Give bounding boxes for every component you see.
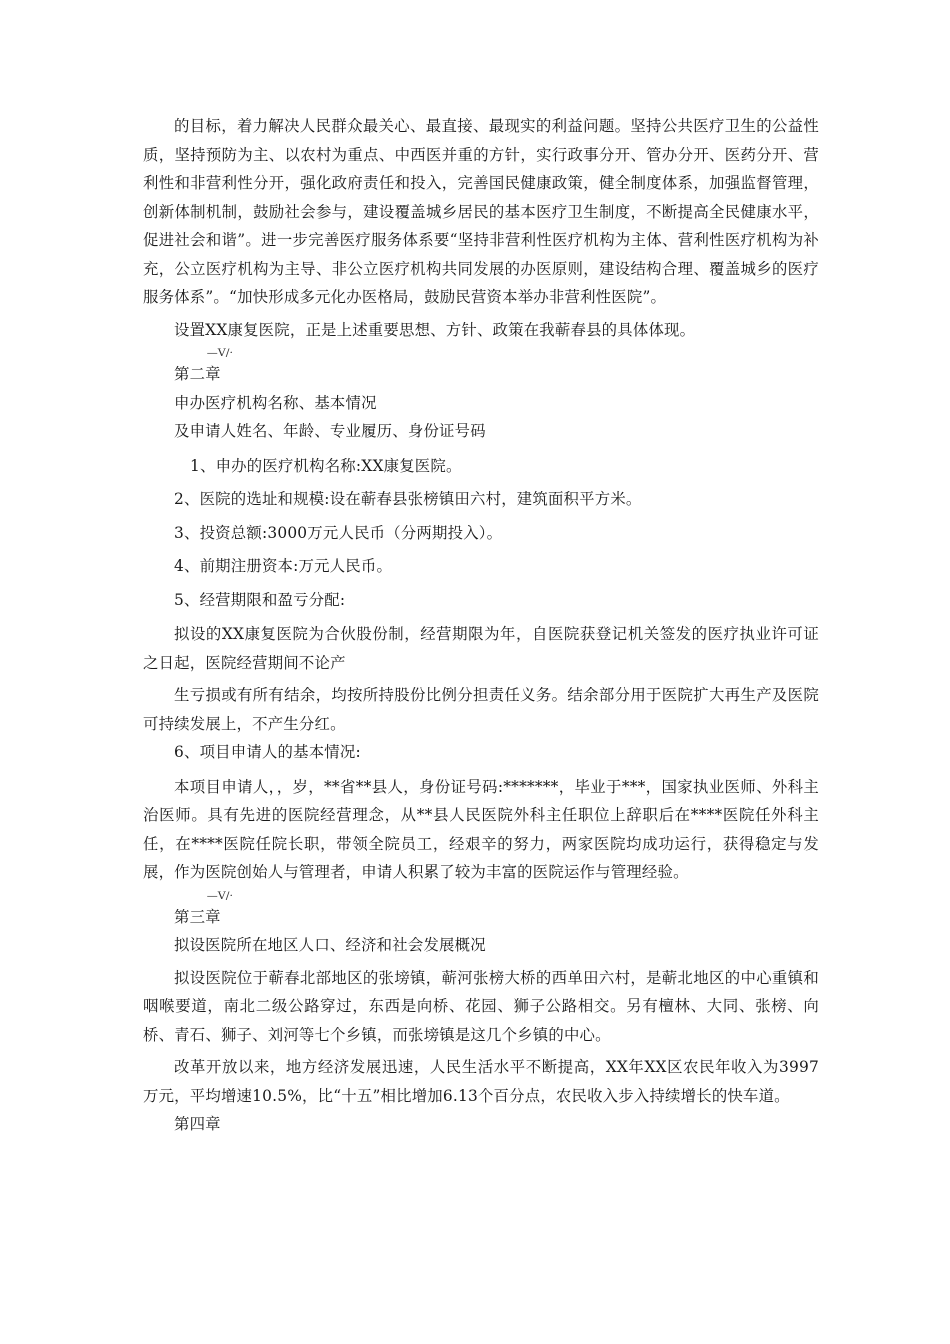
- chapter-3-title: 第三章: [174, 907, 221, 926]
- list-item: 6、项目申请人的基本情况:: [174, 743, 361, 761]
- document-page: [143, 112, 819, 1139]
- list-item: 1、申办的医疗机构名称:XX康复医院。: [190, 456, 462, 475]
- paragraph-location: 拟设医院位于蕲春北部地区的张塝镇，蕲河张榜大桥的西单田六村，是蕲北地区的中心重镇和咽喉要道，南北二级公路穿过，东西是向桥、花园、狮子公路相交。另有檀林、大同、张榜、向桥、青石、狮子、刘河等七个乡镇，而张塝镇是这几个乡镇的中心。: [143, 968, 819, 1044]
- paragraph-economy: 改革开放以来，地方经济发展迅速，人民生活水平不断提高，XX年XX区农民年收入为3997万元，平均增速10.5%，比“十五”相比增加6.13个百分点，农民收入步入持续增长的快车道。: [143, 1058, 819, 1105]
- paragraph-applicant: 本项目申请人，，岁，**省**县人，身份证号码:*******，毕业于***，国家执业医师、外科主治医师。具有先进的医院经营理念，从**县人民医院外科主任职位上辞职后在****医院任外科主任，在****医院任院长职，带领全院员工，经艰辛的努力，两家医院均成功运行，获得稳定与发展，作为医院创始人与管理者，申请人积累了较为丰富的医院运作与管理经验。: [143, 777, 819, 881]
- list-item: 4、前期注册资本:万元人民币。: [174, 557, 393, 575]
- list-item: 5、经营期限和盈亏分配:: [174, 590, 346, 609]
- chapter-2-title: 第二章: [174, 365, 221, 383]
- chapter-3-subtitle: 拟设医院所在地区人口、经济和社会发展概况: [174, 936, 486, 954]
- chapter-2-items: [143, 452, 819, 615]
- page-mark: —V/·: [206, 890, 233, 902]
- paragraph-profit: 生亏损或有所有结余，均按所持股份比例分担责任义务。结余部分用于医院扩大再生产及医院可持续发展上，不产生分红。: [143, 686, 819, 733]
- paragraph-ownership: 拟设的XX康复医院为合伙股份制，经营期限为年，自医院获登记机关签发的医疗执业许可证之日起，医院经营期间不论产: [143, 625, 819, 672]
- chapter-2-subtitle: 申办医疗机构名称、基本情况: [174, 393, 377, 412]
- chapter-2-subtitle-2: 及申请人姓名、年龄、专业履历、身份证号码: [174, 422, 486, 440]
- paragraph-summary: 设置XX康复医院，正是上述重要思想、方针、政策在我蕲春县的具体体现。: [174, 320, 696, 339]
- list-item: 3、投资总额:3000万元人民币（分两期投入）。: [174, 523, 503, 542]
- chapter-4-title: 第四章: [174, 1115, 221, 1133]
- paragraph-policy: 的目标，着力解决人民群众最关心、最直接、最现实的利益问题。坚持公共医疗卫生的公益性质，坚持预防为主、以农村为重点、中西医并重的方针，实行政事分开、管办分开、医药分开、营利性和非营利性分开，强化政府责任和投入，完善国民健康政策，健全制度体系，加强监督管理，创新体制机制，鼓励社会参与，建设覆盖城乡居民的基本医疗卫生制度，不断提高全民健康水平，促进社会和谐”。进一步完善医疗服务体系要“坚持非营利性医疗机构为主体、营利性医疗机构为补充，公立医疗机构为主导、非公立医疗机构共同发展的办医原则，建设结构合理、覆盖城乡的医疗服务体系”。“加快形成多元化办医格局，鼓励民营资本举办非营利性医院”。: [143, 117, 819, 306]
- list-item: 2、医院的选址和规模:设在蕲春县张榜镇田六村，建筑面积平方米。: [174, 490, 642, 508]
- page-mark: —V/·: [206, 348, 233, 359]
